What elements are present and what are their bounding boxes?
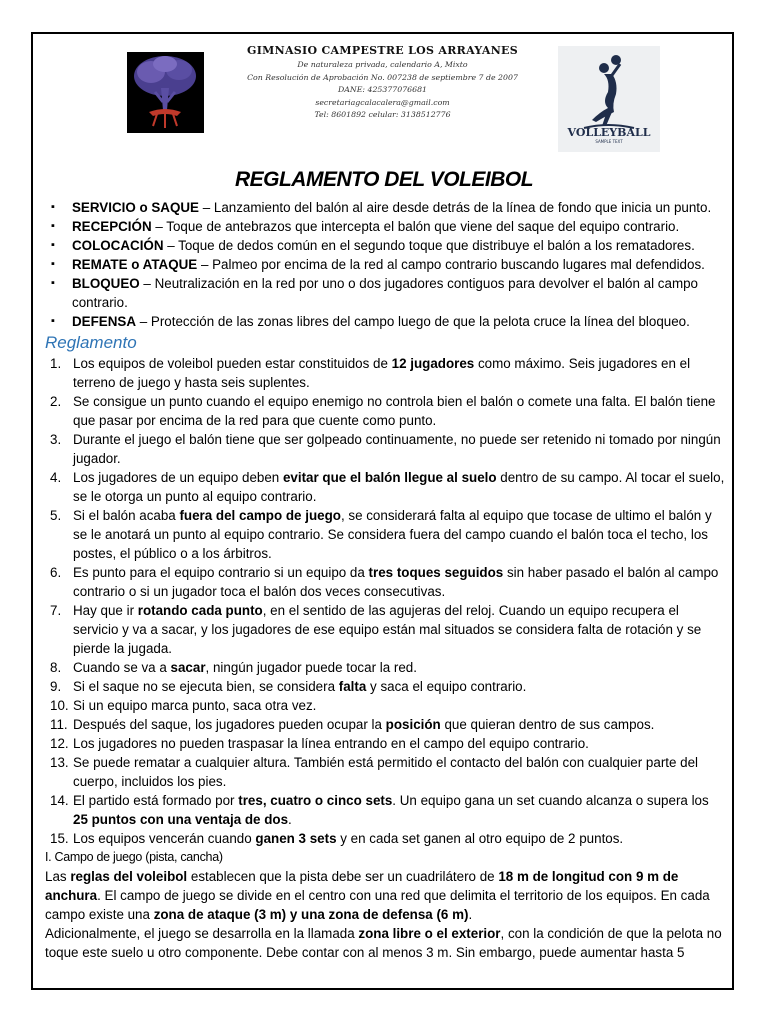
definition-item: ▪ RECEPCIÓN – Toque de antebrazos que intercepta el balón que viene del saque del equipo contrario. [45, 217, 725, 236]
page-title: REGLAMENTO DEL VOLEIBOL [234, 168, 534, 191]
school-header [215, 44, 550, 122]
rule-item: 7. Hay que ir rotando cada punto, en el sentido de las agujeras del reloj. Cuando un equipo recupera el servicio y va a sacar, y los jugadores de ese equipo están mal situados se considera falta de rotación y se pierde la jugada. [50, 603, 702, 656]
rule-item: 2. Se consigue un punto cuando el equipo enemigo no controla bien el balón o comete una falta. El balón tiene que pasar por encima de la red para que cuente como punto. [50, 394, 716, 428]
paragraph: Las reglas del voleibol establecen que la pista debe ser un cuadrilátero de 18 m de longitud con 9 m de anchura. El campo de juego se divide en el centro con una red que delimita el territorio de los equipos. En cada campo existe una zona de ataque (3 m) y una zona de defensa (6 m). [45, 869, 710, 922]
rule-item: 5. Si el balón acaba fuera del campo de juego, se considerará falta al equipo que tocase de ultimo el balón y se le anotará un punto al equipo contrario. Se considera fuera del campo cuando el balón toca el techo, los postes, el público o a los árbitros. [50, 508, 712, 561]
definition-item: ▪ BLOQUEO – Neutralización en la red por uno o dos jugadores contiguos para devolver el balón al campo contrario. [45, 274, 725, 312]
definition-item: ▪ COLOCACIÓN – Toque de dedos común en el segundo toque que distribuye el balón a los rematadores. [45, 236, 725, 255]
paragraph: Adicionalmente, el juego se desarrolla en la llamada zona libre o el exterior, con la condición de que la pelota no toque este suelo u otro componente. Debe contar con al menos 3 m. Sin embargo, puede aumentar hasta 5 [45, 926, 722, 960]
header-line: DANE: 425377076681 [337, 85, 428, 95]
document-body [45, 198, 725, 962]
rule-item: 15. Los equipos vencerán cuando ganen 3 sets y en cada set ganen al otro equipo de 2 puntos. [50, 831, 624, 846]
volleyball-logo [558, 46, 660, 152]
rule-item: 9. Si el saque no se ejecuta bien, se considera falta y saca el equipo contrario. [50, 679, 527, 694]
rules-list [45, 354, 725, 848]
tree-icon [127, 52, 204, 133]
header-email: secretariagcalacalera@gmail.com [315, 97, 450, 107]
header-line: Con Resolución de Aprobación No. 007238 de septiembre 7 de 2007 [247, 72, 518, 82]
volleyball-player-icon [558, 46, 660, 152]
rule-item: 6. Es punto para el equipo contrario si un equipo da tres toques seguidos sin haber pasado el balón al campo contrario o si un jugador toca el balón dos veces consecutivas. [50, 565, 719, 599]
definition-item: ▪ SERVICIO o SAQUE – Lanzamiento del balón al aire desde detrás de la línea de fondo que inicia un punto. [45, 198, 725, 217]
rule-item: 13. Se puede rematar a cualquier altura. También está permitido el contacto del balón con cualquier parte del cuerpo, incluidos los pies. [50, 755, 699, 789]
rule-item: 12. Los jugadores no pueden traspasar la línea entrando en el campo del equipo contrario. [50, 736, 589, 751]
definitions-list [45, 198, 725, 331]
volleyball-logo-text: VOLLEYBALL [567, 126, 651, 139]
header-line: De naturaleza privada, calendario A, Mixto [297, 60, 468, 69]
reglamento-heading: Reglamento [45, 333, 137, 352]
definition-item: ▪ REMATE o ATAQUE – Palmeo por encima de la red al campo contrario buscando lugares mal defendidos. [45, 255, 725, 274]
rule-item: 8. Cuando se va a sacar, ningún jugador puede tocar la red. [50, 660, 417, 675]
school-logo [127, 52, 204, 133]
school-name: GIMNASIO CAMPESTRE LOS ARRAYANES [247, 44, 518, 57]
volleyball-logo-subtext: SAMPLE TEXT [595, 139, 623, 144]
rule-item: 10. Si un equipo marca punto, saca otra vez. [50, 698, 317, 713]
rule-item: 11. Después del saque, los jugadores pueden ocupar la posición que quieran dentro de sus campos. [50, 717, 655, 732]
section-heading: I. Campo de juego (pista, cancha) [45, 850, 223, 864]
header-phone: Tel: 8601892 celular: 3138512776 [314, 110, 451, 120]
definition-item: ▪ DEFENSA – Protección de las zonas libres del campo luego de que la pelota cruce la línea del bloqueo. [45, 312, 725, 331]
rule-item: 1. Los equipos de voleibol pueden estar constituidos de 12 jugadores como máximo. Seis jugadores en el terreno de juego y hasta seis suplentes. [50, 356, 691, 390]
rule-item: 3. Durante el juego el balón tiene que ser golpeado continuamente, no puede ser retenido ni tomado por ningún jugador. [50, 432, 721, 466]
rule-item: 4. Los jugadores de un equipo deben evitar que el balón llegue al suelo dentro de su campo. Al tocar el suelo, se le otorga un punto al equipo contrario. [50, 470, 725, 504]
rule-item: 14. El partido está formado por tres, cuatro o cinco sets. Un equipo gana un set cuando alcanza o supera los 25 puntos con una ventaja de dos. [50, 793, 709, 827]
